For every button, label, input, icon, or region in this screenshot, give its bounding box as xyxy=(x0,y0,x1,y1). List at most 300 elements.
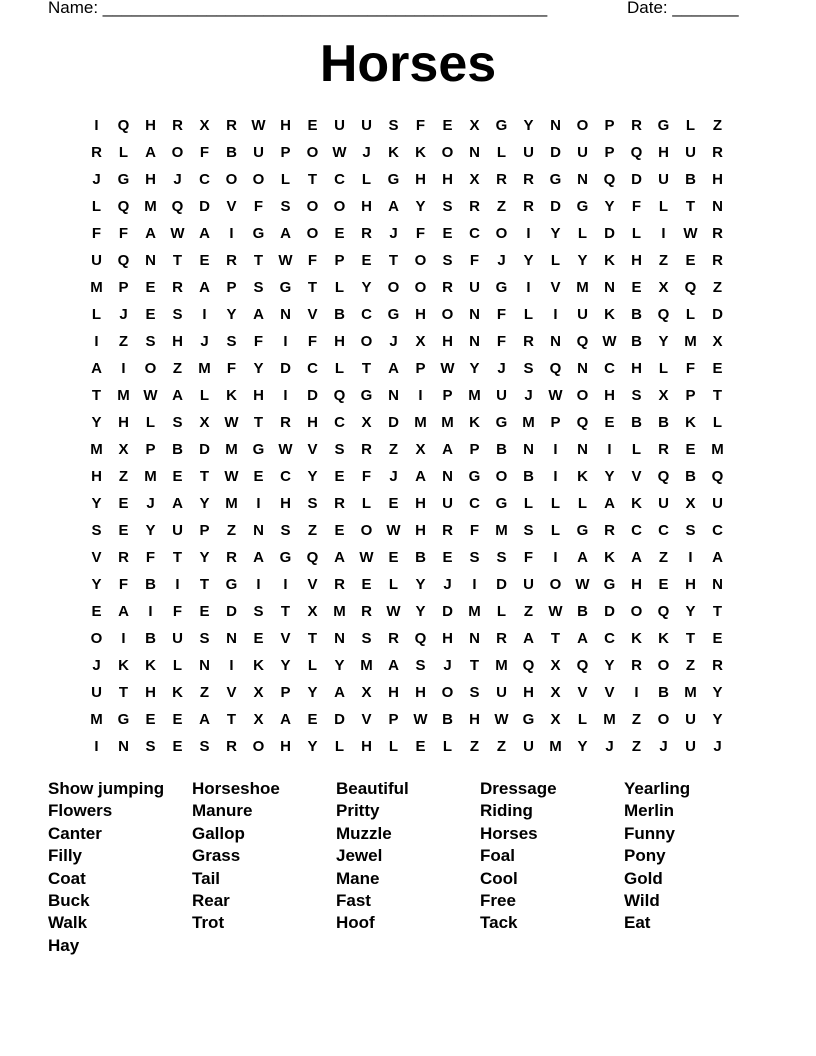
grid-letter: U xyxy=(469,279,480,296)
word-list-item: Riding xyxy=(480,801,533,821)
grid-letter: L xyxy=(523,306,534,323)
grid-letter: R xyxy=(658,441,669,458)
grid-letter: I xyxy=(553,441,558,458)
grid-letter: T xyxy=(550,630,561,647)
grid-letter: I xyxy=(175,576,180,593)
grid-letter: O xyxy=(225,171,238,188)
grid-letter: R xyxy=(712,144,723,161)
grid-letter: D xyxy=(226,603,237,620)
grid-letter: A xyxy=(415,468,426,485)
grid-letter: H xyxy=(91,468,102,485)
word-list xyxy=(48,778,768,957)
grid-letter: R xyxy=(361,441,372,458)
grid-letter: V xyxy=(307,441,318,458)
grid-letter: L xyxy=(631,225,642,242)
grid-letter: P xyxy=(199,522,210,539)
word-list-item: Canter xyxy=(48,823,102,843)
grid-letter: H xyxy=(712,171,723,188)
grid-letter: A xyxy=(199,225,210,242)
grid-letter: A xyxy=(631,549,642,566)
grid-letter: A xyxy=(91,360,102,377)
grid-letter: H xyxy=(361,198,372,215)
grid-letter: Q xyxy=(117,117,130,134)
grid-letter: G xyxy=(279,279,292,296)
grid-letter: S xyxy=(442,252,453,269)
grid-letter: L xyxy=(280,171,291,188)
grid-letter: U xyxy=(442,495,453,512)
grid-letter: M xyxy=(360,657,373,674)
grid-letter: L xyxy=(307,657,318,674)
grid-letter: M xyxy=(333,603,346,620)
grid-letter: L xyxy=(550,495,561,512)
grid-letter: B xyxy=(631,414,642,431)
grid-letter: A xyxy=(199,279,210,296)
grid-letter: E xyxy=(253,630,264,647)
grid-letter: I xyxy=(256,495,261,512)
grid-letter: T xyxy=(172,252,183,269)
grid-letter: W xyxy=(332,144,347,161)
grid-letter: R xyxy=(712,657,723,674)
grid-letter: S xyxy=(253,279,264,296)
grid-letter: M xyxy=(225,441,238,458)
grid-letter: R xyxy=(226,117,237,134)
grid-letter: X xyxy=(415,441,426,458)
grid-letter: I xyxy=(472,576,477,593)
grid-letter: I xyxy=(121,630,126,647)
grid-letter: E xyxy=(388,549,399,566)
grid-letter: N xyxy=(577,441,588,458)
grid-letter: Z xyxy=(658,549,669,566)
grid-letter: T xyxy=(685,198,696,215)
grid-letter: T xyxy=(253,414,264,431)
grid-letter: J xyxy=(146,495,155,512)
grid-letter: U xyxy=(577,144,588,161)
grid-letter: Y xyxy=(415,603,426,620)
grid-letter: U xyxy=(523,144,534,161)
grid-letter: G xyxy=(360,387,373,404)
grid-letter: A xyxy=(145,225,156,242)
grid-letter: W xyxy=(251,117,266,134)
grid-letter: H xyxy=(631,576,642,593)
grid-letter: W xyxy=(386,522,401,539)
grid-letter: C xyxy=(334,171,345,188)
grid-letter: F xyxy=(523,549,534,566)
grid-letter: C xyxy=(604,360,615,377)
grid-letter: E xyxy=(307,711,318,728)
grid-letter: G xyxy=(495,495,508,512)
grid-letter: A xyxy=(118,603,129,620)
word-list-item: Muzzle xyxy=(336,823,392,843)
grid-letter: L xyxy=(496,603,507,620)
grid-letter: Q xyxy=(576,333,589,350)
word-list-item: Coat xyxy=(48,868,86,888)
grid-letter: X xyxy=(658,279,669,296)
grid-letter: B xyxy=(658,684,669,701)
grid-letter: C xyxy=(469,495,480,512)
grid-letter: X xyxy=(199,117,210,134)
grid-letter: T xyxy=(361,360,372,377)
grid-letter: K xyxy=(118,657,129,674)
grid-letter: J xyxy=(659,738,668,755)
grid-letter: H xyxy=(388,684,399,701)
grid-letter: R xyxy=(712,252,723,269)
grid-letter: E xyxy=(712,360,723,377)
grid-letter: L xyxy=(523,495,534,512)
grid-letter: M xyxy=(684,684,697,701)
grid-letter: N xyxy=(388,387,399,404)
word-list-item: Rear xyxy=(192,890,230,910)
grid-letter: K xyxy=(631,630,642,647)
grid-letter: O xyxy=(576,117,589,134)
grid-letter: L xyxy=(577,711,588,728)
grid-letter: Q xyxy=(117,198,130,215)
grid-letter: S xyxy=(685,522,696,539)
grid-letter: U xyxy=(685,711,696,728)
grid-letter: D xyxy=(280,360,291,377)
grid-letter: S xyxy=(442,198,453,215)
grid-letter: G xyxy=(279,549,292,566)
grid-letter: Q xyxy=(171,198,184,215)
grid-letter: A xyxy=(388,198,399,215)
grid-letter: F xyxy=(145,549,156,566)
grid-letter: T xyxy=(712,603,723,620)
grid-letter: L xyxy=(550,522,561,539)
grid-letter: S xyxy=(199,630,210,647)
grid-letter: X xyxy=(658,387,669,404)
grid-letter: R xyxy=(523,333,534,350)
grid-letter: J xyxy=(497,252,506,269)
grid-letter: V xyxy=(307,306,318,323)
grid-letter: J xyxy=(173,171,182,188)
grid-letter: Y xyxy=(307,684,318,701)
grid-letter: R xyxy=(172,279,183,296)
grid-letter: E xyxy=(91,603,102,620)
grid-letter: W xyxy=(278,252,293,269)
grid-letter: H xyxy=(253,387,264,404)
grid-letter: B xyxy=(334,306,345,323)
grid-letter: F xyxy=(496,306,507,323)
grid-letter: E xyxy=(442,225,453,242)
grid-letter: V xyxy=(604,684,615,701)
grid-letter: Z xyxy=(199,684,210,701)
grid-letter: Y xyxy=(307,738,318,755)
word-list-item: Horseshoe xyxy=(192,779,280,798)
grid-letter: S xyxy=(253,603,264,620)
grid-letter: H xyxy=(442,171,453,188)
grid-letter: A xyxy=(442,441,453,458)
grid-letter: L xyxy=(631,441,642,458)
grid-letter: X xyxy=(199,414,210,431)
grid-letter: M xyxy=(144,198,157,215)
word-list-item: Beautiful xyxy=(336,779,409,798)
grid-letter: I xyxy=(94,333,99,350)
grid-letter: G xyxy=(576,522,589,539)
grid-letter: Q xyxy=(117,252,130,269)
grid-letter: E xyxy=(172,468,183,485)
grid-letter: Q xyxy=(576,657,589,674)
grid-letter: I xyxy=(94,738,99,755)
grid-letter: X xyxy=(253,684,264,701)
grid-letter: W xyxy=(413,711,428,728)
grid-letter: K xyxy=(604,306,615,323)
grid-letter: F xyxy=(226,360,237,377)
grid-letter: I xyxy=(283,333,288,350)
grid-letter: M xyxy=(576,279,589,296)
grid-letter: T xyxy=(685,630,696,647)
grid-letter: Y xyxy=(658,333,669,350)
grid-letter: M xyxy=(603,711,616,728)
grid-letter: R xyxy=(604,522,615,539)
grid-letter: V xyxy=(631,468,642,485)
grid-letter: S xyxy=(469,684,480,701)
grid-letter: C xyxy=(469,225,480,242)
grid-letter: I xyxy=(148,603,153,620)
grid-letter: S xyxy=(388,117,399,134)
grid-letter: N xyxy=(226,630,237,647)
grid-letter: A xyxy=(388,657,399,674)
grid-letter: F xyxy=(307,252,318,269)
grid-letter: N xyxy=(199,657,210,674)
grid-letter: U xyxy=(685,144,696,161)
grid-letter: M xyxy=(90,711,103,728)
grid-letter: U xyxy=(712,495,723,512)
grid-letter: K xyxy=(226,387,237,404)
grid-letter: J xyxy=(119,306,128,323)
grid-letter: G xyxy=(468,468,481,485)
grid-letter: U xyxy=(361,117,372,134)
grid-letter: R xyxy=(442,279,453,296)
grid-letter: L xyxy=(361,171,372,188)
grid-letter: Z xyxy=(469,738,480,755)
grid-letter: G xyxy=(387,306,400,323)
grid-letter: M xyxy=(144,468,157,485)
grid-letter: A xyxy=(388,360,399,377)
grid-letter: O xyxy=(171,144,184,161)
grid-letter: O xyxy=(441,144,454,161)
grid-letter: H xyxy=(280,495,291,512)
grid-letter: E xyxy=(415,738,426,755)
grid-letter: Z xyxy=(388,441,399,458)
word-list-item: Yearling xyxy=(624,779,691,798)
grid-letter: F xyxy=(631,198,642,215)
grid-letter: A xyxy=(577,549,588,566)
grid-letter: P xyxy=(604,117,615,134)
grid-letter: B xyxy=(685,468,696,485)
grid-letter: Z xyxy=(496,198,507,215)
grid-letter: B xyxy=(145,630,156,647)
grid-letter: D xyxy=(712,306,723,323)
grid-letter: C xyxy=(631,522,642,539)
grid-letter: E xyxy=(712,630,723,647)
grid-letter: Q xyxy=(549,360,562,377)
grid-letter: S xyxy=(361,630,372,647)
grid-letter: L xyxy=(334,279,345,296)
grid-letter: I xyxy=(121,360,126,377)
grid-letter: R xyxy=(226,549,237,566)
grid-letter: N xyxy=(442,468,453,485)
grid-letter: Y xyxy=(199,549,210,566)
grid-letter: N xyxy=(604,279,615,296)
grid-letter: L xyxy=(658,360,669,377)
grid-letter: M xyxy=(225,495,238,512)
grid-letter: Z xyxy=(226,522,237,539)
grid-letter: I xyxy=(553,549,558,566)
grid-letter: X xyxy=(685,495,696,512)
grid-letter: I xyxy=(418,387,423,404)
grid-letter: Q xyxy=(711,468,724,485)
grid-letter: H xyxy=(631,360,642,377)
word-list-item: Cool xyxy=(480,868,518,888)
grid-letter: E xyxy=(631,279,642,296)
grid-letter: L xyxy=(91,306,102,323)
grid-letter: H xyxy=(145,171,156,188)
grid-letter: I xyxy=(661,225,666,242)
grid-letter: L xyxy=(118,144,129,161)
grid-letter: A xyxy=(577,630,588,647)
grid-letter: L xyxy=(496,144,507,161)
grid-letter: Y xyxy=(577,252,588,269)
grid-letter: N xyxy=(712,576,723,593)
grid-letter: C xyxy=(604,630,615,647)
grid-letter: Q xyxy=(414,630,427,647)
grid-letter: I xyxy=(607,441,612,458)
grid-letter: Y xyxy=(604,657,615,674)
grid-letter: H xyxy=(415,171,426,188)
grid-letter: E xyxy=(442,549,453,566)
grid-letter: O xyxy=(495,225,508,242)
word-list-item: Pritty xyxy=(336,801,380,821)
grid-letter: T xyxy=(280,603,291,620)
grid-letter: S xyxy=(523,522,534,539)
grid-letter: F xyxy=(469,252,480,269)
grid-letter: M xyxy=(684,333,697,350)
grid-letter: S xyxy=(631,387,642,404)
grid-letter: H xyxy=(361,738,372,755)
grid-letter: R xyxy=(523,171,534,188)
grid-letter: U xyxy=(91,684,102,701)
grid-letter: V xyxy=(361,711,372,728)
grid-letter: Q xyxy=(522,657,535,674)
grid-letter: H xyxy=(631,252,642,269)
grid-letter: T xyxy=(712,387,723,404)
grid-letter: P xyxy=(280,684,291,701)
grid-letter: N xyxy=(145,252,156,269)
grid-letter: O xyxy=(441,684,454,701)
grid-letter: R xyxy=(172,117,183,134)
grid-letter: W xyxy=(602,333,617,350)
grid-letter: S xyxy=(334,441,345,458)
grid-letter: Q xyxy=(306,549,319,566)
grid-letter: E xyxy=(199,603,210,620)
grid-letter: Y xyxy=(712,684,723,701)
grid-letter: F xyxy=(199,144,210,161)
grid-letter: K xyxy=(604,252,615,269)
grid-letter: T xyxy=(172,549,183,566)
grid-letter: D xyxy=(550,198,561,215)
grid-letter: K xyxy=(172,684,183,701)
grid-letter: U xyxy=(496,387,507,404)
grid-letter: F xyxy=(469,522,480,539)
grid-letter: K xyxy=(685,414,696,431)
grid-letter: T xyxy=(226,711,237,728)
grid-letter: N xyxy=(523,441,534,458)
grid-letter: Y xyxy=(604,198,615,215)
grid-letter: F xyxy=(91,225,102,242)
grid-letter: W xyxy=(359,549,374,566)
grid-letter: J xyxy=(443,576,452,593)
grid-letter: E xyxy=(658,576,669,593)
grid-letter: K xyxy=(415,144,426,161)
grid-letter: I xyxy=(526,279,531,296)
grid-letter: D xyxy=(199,198,210,215)
grid-letter: L xyxy=(334,738,345,755)
grid-letter: H xyxy=(145,117,156,134)
grid-letter: P xyxy=(415,360,426,377)
word-list-item: Dressage xyxy=(480,779,557,798)
grid-letter: H xyxy=(415,522,426,539)
grid-letter: N xyxy=(550,333,561,350)
grid-letter: A xyxy=(145,144,156,161)
grid-letter: Z xyxy=(118,333,129,350)
grid-letter: O xyxy=(360,333,373,350)
grid-letter: J xyxy=(389,333,398,350)
grid-letter: I xyxy=(229,657,234,674)
grid-letter: C xyxy=(307,360,318,377)
grid-letter: N xyxy=(469,144,480,161)
grid-letter: G xyxy=(387,171,400,188)
grid-letter: H xyxy=(415,495,426,512)
grid-letter: W xyxy=(224,414,239,431)
grid-letter: P xyxy=(145,441,156,458)
grid-letter: G xyxy=(522,711,535,728)
grid-letter: L xyxy=(577,495,588,512)
grid-letter: Q xyxy=(657,306,670,323)
grid-letter: P xyxy=(226,279,237,296)
grid-letter: P xyxy=(334,252,345,269)
grid-letter: Q xyxy=(603,171,616,188)
grid-letter: I xyxy=(688,549,693,566)
grid-letter: S xyxy=(523,360,534,377)
grid-letter: L xyxy=(388,738,399,755)
grid-letter: X xyxy=(469,117,480,134)
grid-letter: Y xyxy=(523,252,534,269)
grid-letter: K xyxy=(577,468,588,485)
grid-letter: M xyxy=(549,738,562,755)
grid-letter: J xyxy=(200,333,209,350)
word-list-item: Walk xyxy=(48,913,88,933)
grid-letter: B xyxy=(496,441,507,458)
grid-letter: H xyxy=(118,414,129,431)
grid-letter: L xyxy=(550,252,561,269)
grid-letter: E xyxy=(334,522,345,539)
grid-letter: C xyxy=(280,468,291,485)
grid-letter: J xyxy=(524,387,533,404)
word-list-item: Flowers xyxy=(48,801,113,821)
grid-letter: W xyxy=(278,441,293,458)
grid-letter: L xyxy=(91,198,102,215)
grid-letter: M xyxy=(495,657,508,674)
grid-letter: Z xyxy=(307,522,318,539)
grid-letter: K xyxy=(469,414,480,431)
grid-letter: W xyxy=(170,225,185,242)
grid-letter: H xyxy=(334,333,345,350)
grid-letter: O xyxy=(360,522,373,539)
grid-letter: X xyxy=(253,711,264,728)
grid-letter: G xyxy=(495,414,508,431)
grid-letter: F xyxy=(307,333,318,350)
grid-letter: M xyxy=(468,603,481,620)
grid-letter: M xyxy=(117,387,130,404)
